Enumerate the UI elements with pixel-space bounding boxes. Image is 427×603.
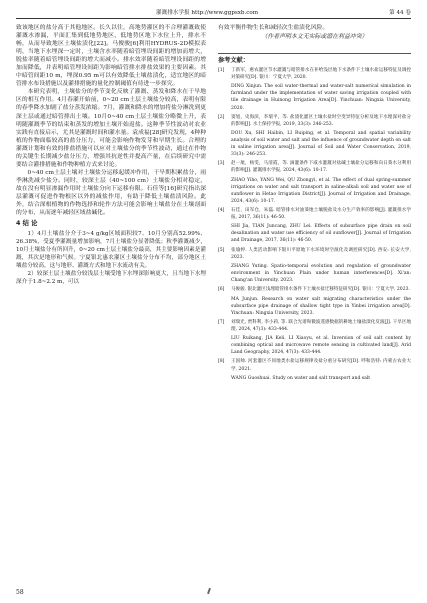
reference-item (218, 207, 411, 221)
volume-label: 第 44 卷 (389, 10, 411, 16)
reference-item (218, 114, 411, 128)
reference-text: LIU Ruikang, JIA Keli, LI Xiaoyu, et al. Inversion of soil salt content by combining optical and microwave remote sensing in cultivated land[J]. Arid Land Geography, 2024, 47(3): 433-444. (231, 336, 411, 356)
body-paragraph: 本研究表明，土壤盐分的季节变化反映了灌溉、蒸发和降水在干旱地区的相互作用。4月春灌开始前，0~20 cm土层土壤盐分较高，表明有限的春季降水加剧了盐分蒸发浓缩。7月，灌溉和降水的增加将盐分淋洗到更深土层或通过暗管排出土壤。10月0~40 cm土层土壤盐分略微上升，表明随灌溉季节的结束和蒸发的增加土壤开始返盐。这种季节性波动对农业实践有直接启示，尤其是灌溉时间和灌水量。袁成福[28]研究发现，4种种植的作物面临较高的盐分压力，可能会影响作物发芽和早期生长。合理的灌溉计划和有效的排盐措施可以应对土壤盐分的季节性波动，通过在作物的关键生长期减少盐分压力，增强其抗逆性并提高产量，在后续研究中需要结合灌排措施和作物种植方式来讨论。 (16, 89, 206, 168)
reference-number (218, 83, 231, 111)
page-header (16, 6, 411, 19)
reference-list (218, 67, 411, 382)
reference-item (218, 83, 411, 111)
reference-number: [1] (218, 68, 225, 74)
reference-text: 赵一航，杨雯，马清霞，等. 滴灌条件下咸水灌溉对盐碱土壤盐分运移和向日葵水分利用的影响[J]. 灌溉排水学报, 2024, 43(6): 10-17. (231, 161, 411, 174)
reference-number: [2] (218, 114, 225, 120)
reference-number (218, 335, 231, 356)
reference-text: WANG Guoshuai. Study on water and salt transport and salt (231, 375, 371, 381)
reference-item (218, 263, 411, 284)
reference-number (218, 263, 231, 284)
reference-text: 王国帅. 河套灌区不同地类水盐运移规律及盐分重分布研究[D]. 呼和浩特: 内蒙古农业大学, 2021. (231, 359, 411, 372)
reference-item (218, 358, 411, 372)
reference-number (218, 177, 231, 205)
reference-item (218, 375, 411, 382)
reference-number: [7] (218, 319, 225, 325)
reference-text: ZHAO Yiho, YANG Wei, QU Zhongyi, et al. The effect of dual spring-summer irrigations on water and salt transport in saline-alkali soil and water use of sunflower in Hetao Irrigation District[J]. Journal of Irrigation and Drainage, 2024, 43(6): 10-17. (231, 177, 411, 204)
reference-text: 窦旭，史海滨，李瑞平，等. 盐渍化灌区土壤水盐时空变异特征分析及地下水埋深对盐分的影响[J]. 水土保持学报, 2019, 33(3): 246-253. (231, 114, 411, 127)
reference-text: 张瑜婷. 人类活动影响下银川平原地下水环境时空演化及调控研究[D]. 西安: 长安大学, 2023. (231, 247, 411, 260)
reference-text: DOU Xu, SHI Haibin, LI Ruiping, et al. Temporal and spatial variability analysis of soil water and salt and the influence of groundwater depth on salt in saline irrigation area[J]. Journal of Soil and Water Conservation, 2019, 33(3): 246-253. (231, 131, 411, 158)
reference-item (218, 247, 411, 261)
reference-item (218, 67, 411, 81)
reference-number: [3] (218, 161, 225, 167)
body-paragraph: 致该地区的盐分高于其他地区。长久以往，高地势灌区的不合理灌溉致使灌溉水渗漏，平面汇集到低地势地区，低地势区地下水位上升，排水不畅，从而导致地区土壤盐渍化[22]。马俊骏[6]利用HYDRUS-2D模拟表明，当地下水埋深一定时，土壤含水率随着暗管埋设间距的增加而增大，脱盐率随着暗管埋设间距的增大而减小。排水效率随着暗管埋设间距的增加而降低，并表明暗管埋设间距为影响暗管排水排盐效果的主要因素。其中暗管间距10 m，埋深0.95 m可以有效降低土壤盐渍化，适宜地区的暗管排水布设措施以及灌排措施的量化控制阈值有待进一步探究。 (16, 25, 206, 88)
reference-text: 马俊骏. 银北灌区浅埋暗管排水条件下土壤水盐迁移特征研究[D]. 银川：宁夏大学, 2023. (231, 287, 410, 293)
left-column (16, 24, 206, 286)
reference-text: ZHANG Yuting. Spatio-temporal evolution and regulation of groundwater environment in Yinchuan Plain under human interferences[D]. Xi'an: Chang'an University, 2023. (231, 263, 411, 284)
body-paragraph: 0~40 cm土层土壤对土壤盐分运移起缓冲作用，干旱期积累盐分，雨季淋洗减少盐分。同时，较深土层（40~100 cm）土壤盐分相对稳定，故在没有明显渗漏作用时土壤盐分向下运移有限。石佳等[16]研究指出深层灌溉可促进作物根区以外的减盐作用，有助于降低土壤盐渍风险。此外，结合深根植物的作物选择和轮作方法可能会影响土壤盐分在土壤剖面的分布，从而逐年减轻区域盐碱化。 (16, 169, 206, 217)
reference-number (218, 223, 231, 244)
reference-number: [4] (218, 208, 225, 214)
reference-text: SHI Jia, TIAN Juncang, ZHU Lei. Effects of subsurface pipe drain on soil desalination and water use efficiency of oil sunflower[J]. Journal of Irrigation and Drainage, 2017, 36(11): 46-50. (231, 224, 411, 244)
pen-icon (206, 588, 212, 596)
reference-item (218, 335, 411, 356)
reference-item (218, 286, 411, 293)
reference-number (218, 296, 231, 317)
right-column (218, 24, 411, 384)
reference-text: 石佳，田军仓，朱磊. 暗管排水对油葵地土壤脱盐及水分生产效率的影响[J]. 灌溉排水学报, 2017, 36(11): 46-50. (231, 208, 411, 221)
reference-number: [6] (218, 287, 225, 293)
conclusion-paragraph: 1）4月土壤盐分介于3~4 g/kg区域面积较7、10月分别高52.99%、26.38%，受夏季灌溉量增加影响，7月土壤盐分显著降低；秋季灌溉减少，10月土壤盐分有所回升，0~20 cm土层土壤盐分最高，其主要影响因素是灌溉，其次是地形和气候。宁夏银北惠农灌区土壤盐分分布不均，部分地区土壤盐分较高，这与地形、灌溉方式和地下水流动有关。 (16, 231, 206, 270)
reference-item (218, 296, 411, 317)
reference-item (218, 177, 411, 205)
conclusion-paragraph: 2）较深土层土壤盐分较浅层土壤受地下水埋深影响更大，且当地下水埋深介于1.8~2.2 m，可以 (16, 271, 206, 286)
reference-number (218, 130, 231, 158)
reference-number: [5] (218, 247, 225, 253)
conflict-statement: （作者声明本文无实际或潜在利益冲突） (261, 34, 368, 41)
reference-item (218, 160, 411, 174)
reference-text: 刘瑞光, 贾科利, 李小莉, 等. 联合光谱和微波遥感数据的耕地土壤盐渍化反演[J]. 干旱区地理, 2024, 47(3): 433-444. (231, 319, 411, 332)
reference-number (218, 375, 231, 382)
reference-item (218, 223, 411, 244)
body-paragraph: 有效平衡作物生长和减轻次生盐渍化风险。 (218, 25, 329, 31)
reference-text: DING Xinjun. The soil water-thermal and water-salt numerical simulation in farmland under the implementation of water saving irrigation coupled with tile drainage in Huinong Irrigation Area[D]. Yinchuan: Ningxia University, 2020. (231, 84, 411, 111)
page-number: 58 (16, 589, 24, 596)
reference-item (218, 130, 411, 158)
reference-item (218, 319, 411, 333)
reference-number: [8] (218, 359, 225, 365)
journal-name: 灌溉排水学报 http://www.ggpsxb.com (156, 10, 259, 16)
section-title: 4 结 论 (16, 220, 38, 228)
reference-text: 丁新军，惠农灌区节水灌溉与暗管排水在补给浅层地下水条件下土壤水盐运移特征及调控对策研究[D]. 银川：宁夏大学, 2020. (231, 68, 411, 81)
reference-text: MA Junjun. Research on water salt migrating characteristics under the subsurface pipe drainage of shallow tight type in Yinbei irrigation area[D]. Yinchuan: Ningxia University, 2023. (231, 296, 411, 316)
references-title: 参考文献： (218, 53, 411, 65)
